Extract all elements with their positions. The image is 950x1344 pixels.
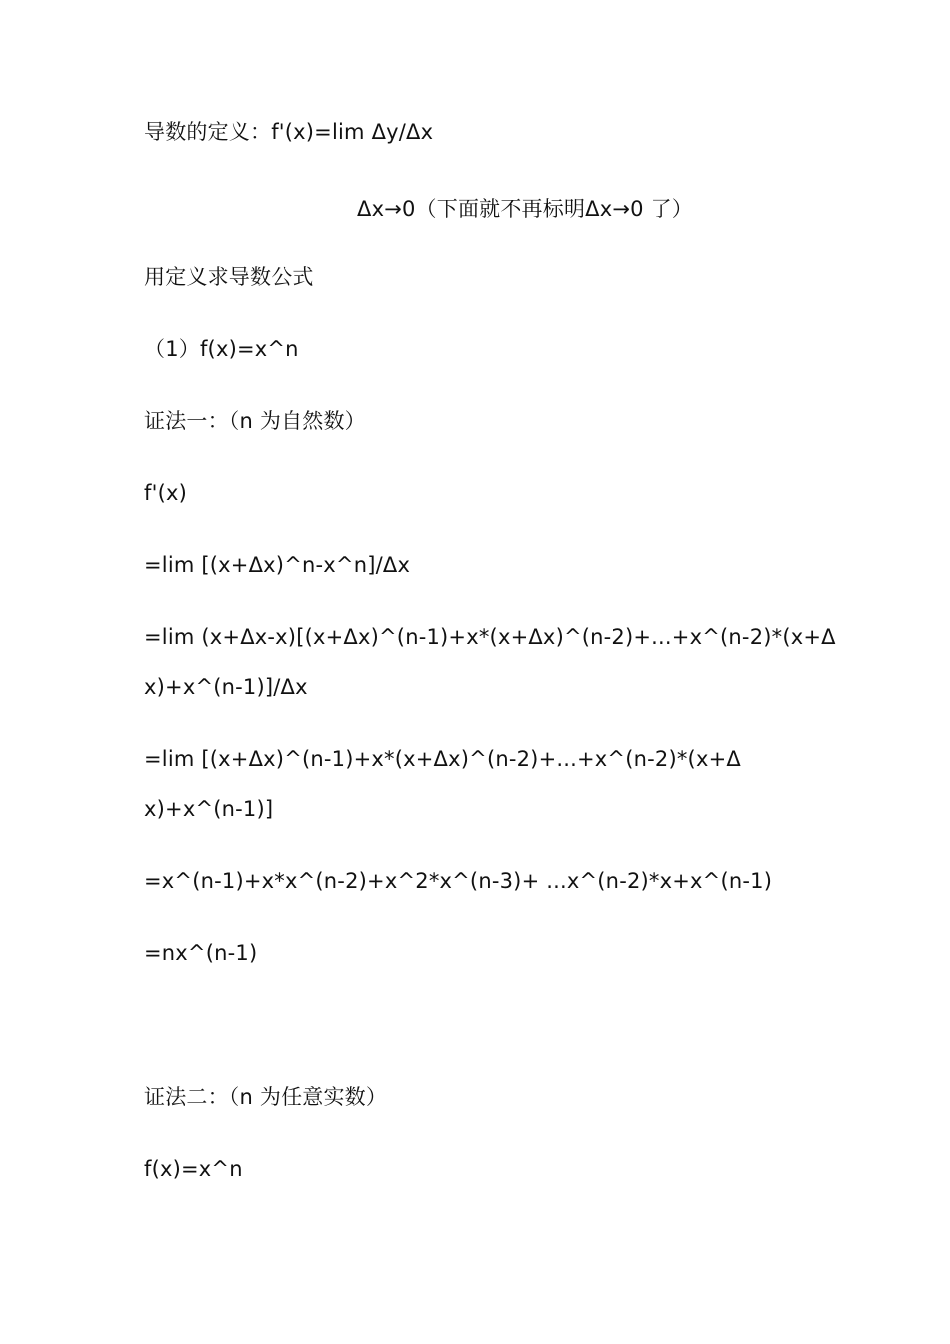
formula-line: =x^(n-1)+x*x^(n-2)+x^2*x^(n-3)+ ...x^(n-2)*x+x^(n-1)	[144, 869, 773, 893]
definition-line: 导数的定义：f'(x)=lim Δy/Δx	[144, 120, 434, 144]
formula-line: f(x)=x^n	[144, 1157, 243, 1181]
formula-line: x)+x^(n-1)]	[144, 797, 274, 821]
formula-line: x)+x^(n-1)]/Δx	[144, 675, 308, 699]
case-heading: （1）f(x)=x^n	[144, 337, 299, 361]
section-title: 用定义求导数公式	[144, 265, 314, 289]
proof-one-title: 证法一：（n 为自然数）	[144, 409, 366, 433]
formula-line: =lim [(x+Δx)^n-x^n]/Δx	[144, 553, 411, 577]
limit-note: Δx→0（下面就不再标明Δx→0 了）	[357, 197, 693, 221]
proof-two-title: 证法二：（n 为任意实数）	[144, 1085, 388, 1109]
formula-line: =nx^(n-1)	[144, 941, 258, 965]
formula-line: =lim (x+Δx-x)[(x+Δx)^(n-1)+x*(x+Δx)^(n-2)+...+x^(n-2)*(x+Δ	[144, 625, 836, 649]
formula-line: =lim [(x+Δx)^(n-1)+x*(x+Δx)^(n-2)+...+x^(n-2)*(x+Δ	[144, 747, 741, 771]
formula-line: f'(x)	[144, 481, 187, 505]
